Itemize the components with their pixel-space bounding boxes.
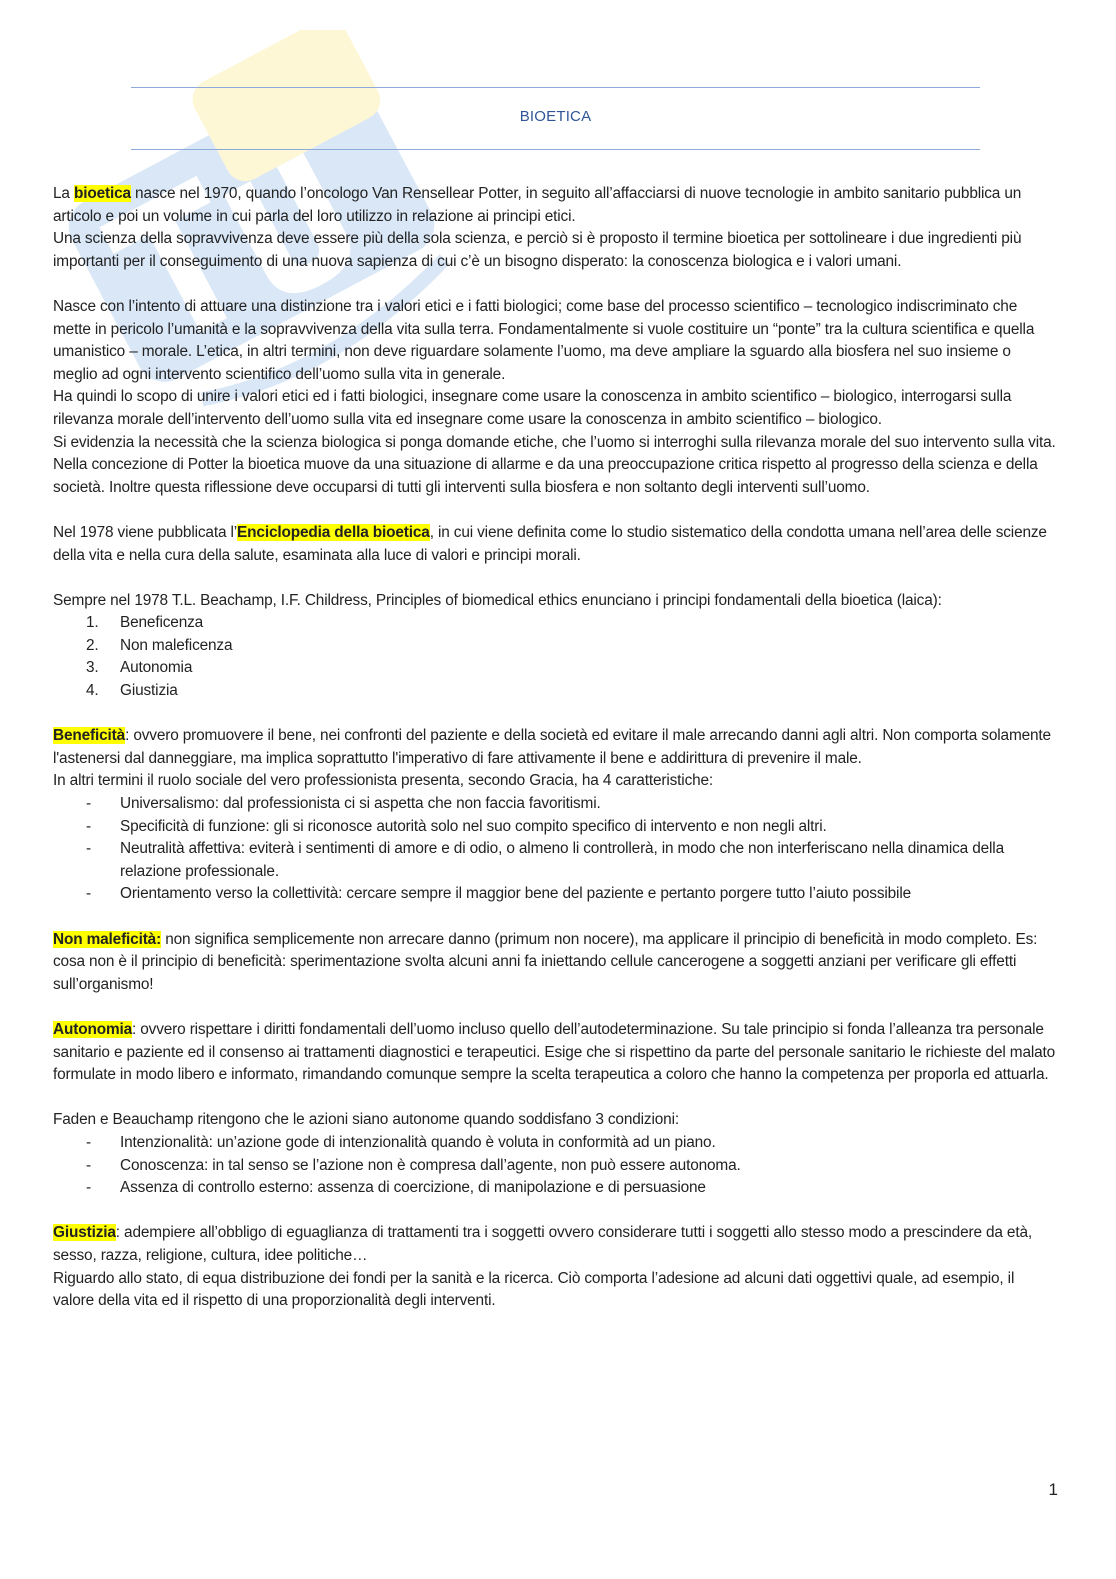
paragraph-autonomia: Autonomia: ovvero rispettare i diritti fondamentali dell’uomo incluso quello dell’autodeterminazione. Su tale principio si fonda l’alleanza tra personale sanitario e paziente ed il consenso ai trattamenti diagnostici e terapeutici. Esige che si rispettino da parte del personale sanitario le richieste del malato formulate in modo libero e informato, rimandando comunque sempre la scelta terapeutica a coloro che hanno la competenza per proporla ed attuarla. <box>53 1020 1056 1084</box>
term-autonomia: Autonomia <box>53 1020 133 1038</box>
paragraph-principles-intro: Sempre nel 1978 T.L. Beachamp, I.F. Childress, Principles of biomedical ethics enunciano i principi fondamentali della bioetica (laica): <box>53 591 942 609</box>
paragraph-giustizia-state: Riguardo allo stato, di equa distribuzione dei fondi per la sanità e la ricerca. Ciò comporta l’adesione ad alcuni dati oggettivi quale, ad esempio, il valore della vita ed il rispetto di una proporzionalità degli interventi. <box>53 1269 1015 1310</box>
paragraph-beneficita: Beneficità: ovvero promuovere il bene, nei confronti del paziente e della società ed evitare il male arrecando danni agli altri. Non comporta solamente l'astenersi dal danneggiare, ma implica soprattutto l'imperativo di fare attivamente il bene e addirittura di prevenire il male. <box>53 727 1051 767</box>
paragraph-encyclopedia: Nel 1978 viene pubblicata l’Enciclopedia della bioetica, in cui viene definita come lo studio sistematico della condotta umana nell’area delle scienze della vita e nella cura della salute, esaminata alla luce di valori e principi morali. <box>53 523 1047 564</box>
list-item: - Specificità di funzione: gli si riconosce autorità solo nel suo compito specifico di intervento e non negli altri. <box>86 817 827 835</box>
term-enciclopedia: Enciclopedia della bioetica <box>237 523 430 541</box>
page-number: 1 <box>1048 1480 1058 1499</box>
list-item: - Intenzionalità: un’azione gode di intenzionalità quando è voluta in conformità ad un piano. <box>86 1133 716 1151</box>
paragraph-survival-science: Una scienza della sopravvivenza deve essere più della sola scienza, e perciò si è proposto il termine bioetica per sottolineare i due ingredienti più importanti per il conseguimento di una nuova sapienza di cui c’è un bisogno disperato: la conoscenza biologica e i valori umani. <box>53 230 1022 270</box>
paragraph-origin: Nasce con l’intento di attuare una distinzione tra i valori etici e i fatti biologici; come base del processo scientifico – tecnologico indiscriminato che mette in pericolo l’umanità e la sopravvivenza della vita sulla terra. Fondamentalmente si vuole costituire un “ponte” tra la cultura scientifica e quella umanistico – morale. L’etica, in altri termini, non deve riguardare solamente l’uomo, ma deve ampliare la sguardo alla biosfera nel suo insieme o meglio ad ogni intervento scientifico dell’uomo sulla vita in generale. <box>53 297 1035 383</box>
paragraph-giustizia: Giustizia: adempiere all’obbligo di eguaglianza di trattamenti tra i soggetti ovvero considerare tutti i soggetti allo stesso modo a prescindere da età, sesso, razza, religione, cultura, idee politiche… <box>53 1224 1033 1264</box>
paragraph-autonomia-intro: Faden e Beauchamp ritengono che le azioni siano autonome quando soddisfano 3 condizioni: <box>53 1111 679 1129</box>
list-item: - Orientamento verso la collettività: cercare sempre il maggior bene del paziente e pertanto porgere tutto l’aiuto possibile <box>86 885 912 903</box>
term-bioetica: bioetica <box>73 185 131 202</box>
document-title: BIOETICA <box>519 108 592 125</box>
list-item: 1. Beneficenza <box>86 614 204 632</box>
autonomia-list <box>53 1132 1058 1200</box>
document-body <box>53 183 1058 1313</box>
list-item: 4. Giustizia <box>86 682 178 700</box>
list-item: 3. Autonomia <box>86 659 193 677</box>
paragraph-nonmaleficita: Non maleficità: non significa semplicemente non arrecare danno (primum non nocere), ma applicare il principio di beneficità in modo completo. Es: cosa non è il principio di beneficità: sperimentazione svolta alcuni anni fa iniettando cellule cancerogene a soggetti anziani per verificare gli effetti sull’organismo! <box>53 930 1038 993</box>
list-item: - Neutralità affettiva: eviterà i sentimenti di amore e di odio, o almeno li controllerà, in modo che non interferiscano nella dinamica della relazione professionale. <box>86 840 1004 880</box>
list-item: 2. Non maleficenza <box>86 636 233 654</box>
principles-list <box>53 612 1058 702</box>
list-item: - Conoscenza: in tal senso se l’azione non è compresa dall’agente, non può essere autonoma. <box>86 1156 741 1174</box>
title-rule-top <box>131 87 980 88</box>
list-item: - Assenza di controllo esterno: assenza di coercizione, di manipolazione e di persuasione <box>86 1179 706 1197</box>
paragraph-beneficita-intro: In altri termini il ruolo sociale del vero professionista presenta, secondo Gracia, ha 4 caratteristiche: <box>53 772 714 790</box>
term-beneficita: Beneficità <box>53 727 126 745</box>
beneficita-list <box>53 793 1058 906</box>
term-nonmaleficita: Non maleficità: <box>53 930 162 948</box>
paragraph-necessity: Si evidenzia la necessità che la scienza biologica si ponga domande etiche, che l’uomo si interroghi sulla rilevanza morale del suo intervento sulla vita. Nella concezione di Potter la bioetica muove da una situazione di allarme e da una preoccupazione critica rispetto al progresso della scienza e della società. Inoltre questa riflessione deve occuparsi di tutti gli interventi sulla biosfera e non soltanto degli interventi sull’uomo. <box>53 433 1056 496</box>
title-rule-bottom <box>131 149 980 150</box>
paragraph-intro: La bioetica nasce nel 1970, quando l’oncologo Van Rensellear Potter, in seguito all’affacciarsi di nuove tecnologie in ambito sanitario pubblica un articolo e poi un volume in cui parla del loro utilizzo in relazione ai principi etici. <box>53 185 1022 225</box>
paragraph-purpose: Ha quindi lo scopo di unire i valori etici ed i fatti biologici, insegnare come usare la conoscenza in ambito scientifico – biologico, interrogarsi sulla rilevanza morale dell’intervento dell’uomo sulla vita ed insegnare come usare la conoscenza in ambito scientifico – biologico. <box>53 388 1012 428</box>
term-giustizia: Giustizia <box>53 1224 116 1242</box>
list-item: - Universalismo: dal professionista ci si aspetta che non faccia favoritismi. <box>86 795 601 813</box>
